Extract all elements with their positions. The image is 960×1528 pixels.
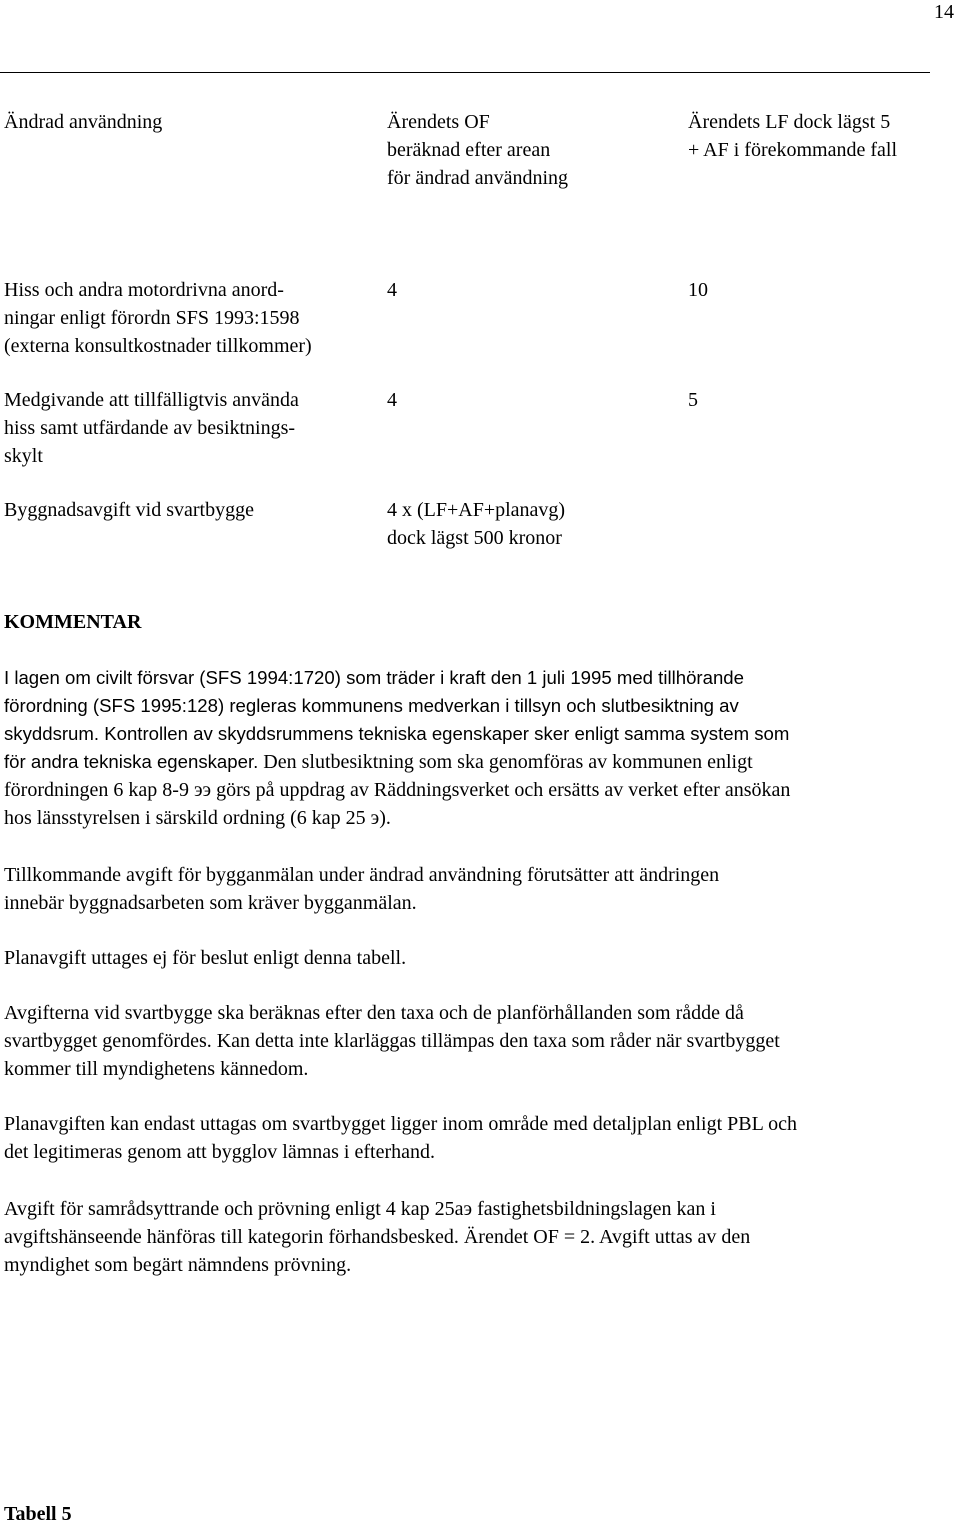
comment-heading: KOMMENTAR — [4, 611, 142, 633]
table-row-1-description: Hiss och andra motordrivna anord- ningar enligt förordn SFS 1993:1598 (externa konsultkostnader tillkommer) — [4, 279, 312, 357]
comment-paragraph-4: Avgifterna vid svartbygge ska beräknas efter den taxa och de planförhållanden som rådde då svartbygget genomfördes. Kan detta inte klarläggas tillämpas den taxa som råder när svartbygget kommer till myndighetens kännedom. — [4, 1002, 780, 1080]
table-row-3-description: Byggnadsavgift vid svartbygge — [4, 499, 254, 521]
comment-paragraph-3: Planavgift uttages ej för beslut enligt denna tabell. — [4, 947, 407, 969]
table-caption: Tabell 5 — [4, 1503, 72, 1525]
header-rule — [0, 72, 930, 73]
comment-paragraph-2: Tillkommande avgift för bygganmälan under ändrad användning förutsätter att ändringen innebär byggnadsarbeten som kräver bygganmälan. — [4, 864, 720, 914]
comment-paragraph-1-part-a: I lagen om civilt försvar (SFS 1994:1720) som träder i kraft den 1 juli 1995 med tillhörande förordning (SFS 1995:128) regleras kommunens medverkan i tillsyn och slutbesiktning av skyddsrum. Kontrollen av skyddsrummens tekniska egenskaper sker enligt samma system som för andra tekniska egenskaper. — [4, 667, 790, 772]
comment-paragraph-1-part-b: Den slutbesiktning som ska genomföras av kommunen enligt förordningen 6 kap 8-9 ээ görs på uppdrag av Räddningsverket och ersätts av verket efter ansökan hos länsstyrelsen i särskild ordning (6 kap 25 э). — [4, 751, 791, 829]
table-header-lf: Ärendets LF dock lägst 5 + AF i förekommande fall — [688, 111, 898, 161]
table-header-of: Ärendets OF beräknad efter arean för ändrad användning — [387, 111, 569, 189]
table-row-2-lf: 5 — [688, 389, 698, 411]
table-row-2-description: Medgivande att tillfälligtvis använda hiss samt utfärdande av besiktnings- skylt — [4, 389, 299, 467]
table-header-change-of-use: Ändrad användning — [4, 111, 163, 133]
table-row-3-of: 4 x (LF+AF+planavg) dock lägst 500 kronor — [387, 499, 566, 549]
page-number: 14 — [934, 1, 954, 23]
table-row-1-lf: 10 — [688, 279, 708, 301]
comment-paragraph-6: Avgift för samrådsyttrande och prövning enligt 4 kap 25aэ fastighetsbildningslagen kan i avgiftshänseende hänföras till kategorin förhandsbesked. Ärendet OF = 2. Avgift uttas av den myndighet som begärt nämndens prövning. — [4, 1198, 751, 1276]
table-row-1-of: 4 — [387, 279, 397, 301]
table-row-2-of: 4 — [387, 389, 397, 411]
comment-paragraph-1 — [4, 664, 954, 832]
comment-paragraph-5: Planavgiften kan endast uttagas om svartbygget ligger inom område med detaljplan enligt PBL och det legitimeras genom att bygglov lämnas i efterhand. — [4, 1113, 797, 1163]
